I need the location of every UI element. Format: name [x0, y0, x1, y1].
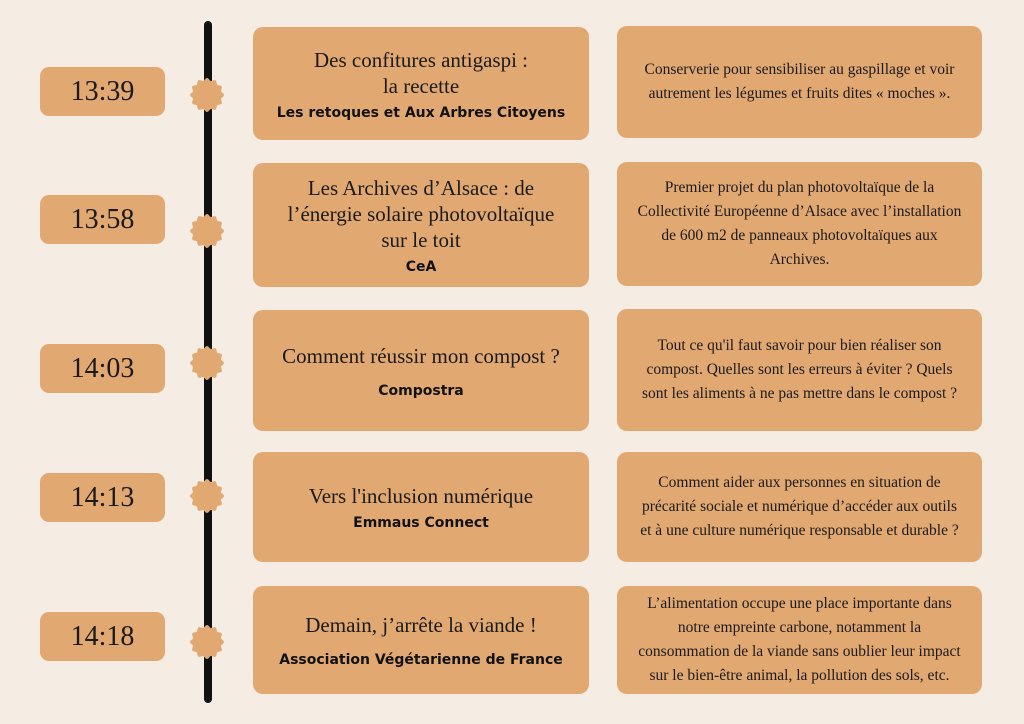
description-card [617, 309, 982, 431]
title-card [253, 163, 589, 287]
session-description: Comment aider aux personnes en situation de précarité sociale et numérique d’accéder aux outils et à une culture numérique responsable et durable ? [640, 474, 959, 539]
session-title: Demain, j’arrête la viande ! [305, 613, 537, 637]
session-description: L’alimentation occupe une place importante dans notre empreinte carbone, notamment la consommation de la viande sans oublier leur impact sur le bien-être animal, la pollution des sols, etc. [638, 595, 961, 684]
session-description: Conserverie pour sensibiliser au gaspillage et voir autrement les légumes et fruits dites « moches ». [644, 61, 955, 102]
description-card [617, 586, 982, 694]
session-description: Tout ce qu'il faut savoir pour bien réaliser son compost. Quelles sont les erreurs à éviter ? Quels sont les aliments à ne pas mettre dans le compost ? [641, 337, 958, 402]
description-card [617, 26, 982, 138]
session-title: Des confitures antigaspi : la recette [313, 47, 529, 98]
session-title: Comment réussir mon compost ? [282, 343, 560, 368]
session-description: Premier projet du plan photovoltaïque de la Collectivité Européenne d’Alsace avec l’installation de 600 m2 de panneaux photovoltaïques aux Archives. [637, 179, 962, 268]
title-card [253, 27, 589, 140]
time-label: 13:39 [70, 75, 135, 107]
title-card [253, 452, 589, 562]
time-label: 13:58 [70, 203, 135, 235]
time-label: 14:18 [70, 620, 135, 652]
time-badge [40, 195, 165, 244]
timeline-dot-icon [189, 345, 225, 381]
time-badge [40, 473, 165, 522]
time-label: 14:13 [70, 481, 135, 513]
title-card [253, 586, 589, 694]
time-badge [40, 344, 165, 393]
time-badge [40, 67, 165, 116]
timeline-dot-icon [189, 77, 225, 113]
session-speaker: Compostra [378, 382, 464, 399]
timeline-dot-icon [189, 478, 225, 514]
title-card [253, 310, 589, 431]
session-speaker: Les retoques et Aux Arbres Citoyens [276, 104, 566, 121]
description-card [617, 162, 982, 286]
timeline-dot-icon [189, 213, 225, 249]
description-card [617, 452, 982, 562]
timeline-dot-icon [189, 624, 225, 660]
session-title: Les Archives d’Alsace : de l’énergie solaire photovoltaïque sur le toit [287, 176, 555, 252]
session-title: Vers l'inclusion numérique [308, 484, 534, 508]
session-speaker: CeA [405, 259, 437, 275]
session-speaker: Association Végétarienne de France [279, 652, 563, 668]
time-badge [40, 612, 165, 661]
session-speaker: Emmaus Connect [353, 515, 489, 531]
time-label: 14:03 [70, 352, 135, 384]
